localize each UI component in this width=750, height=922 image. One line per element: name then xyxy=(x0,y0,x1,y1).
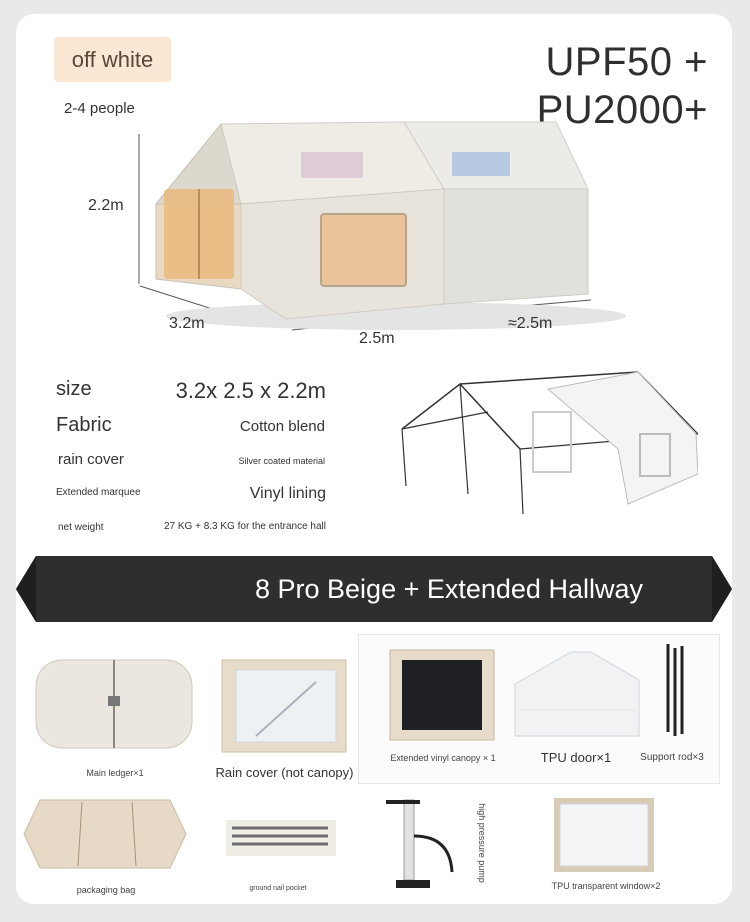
length-label: 2.5m xyxy=(359,330,395,347)
caption-vinyl-canopy: Extended vinyl canopy × 1 xyxy=(390,753,496,763)
caption-support-rod: Support rod×3 xyxy=(640,752,704,763)
tpu-window-image xyxy=(550,794,660,876)
caption-tpu-window: TPU transparent window×2 xyxy=(551,881,661,891)
pump-image xyxy=(380,796,460,892)
hallway-length-label: ≈2.5m xyxy=(508,315,553,332)
support-rod-image xyxy=(662,642,692,738)
product-card xyxy=(16,14,732,904)
vinyl-canopy-image xyxy=(388,648,496,742)
spec-label-size: size xyxy=(56,378,92,400)
color-tag: off white xyxy=(54,37,171,82)
frame-diagram-illustration xyxy=(398,354,698,514)
caption-rain-cover: Rain cover (not canopy) xyxy=(215,765,354,780)
caption-packaging-bag: packaging bag xyxy=(76,885,136,895)
spec-value-net-weight: 27 KG + 8.3 KG for the entrance hall xyxy=(163,521,326,532)
capacity-label: 2-4 people xyxy=(64,100,135,117)
spec-label-rain-cover: rain cover xyxy=(58,451,124,468)
spec-label-fabric: Fabric xyxy=(56,414,112,436)
spec-label-extended-marquee: Extended marquee xyxy=(56,487,141,498)
tpu-door-image xyxy=(511,650,641,738)
spec-value-rain-cover: Silver coated material xyxy=(238,456,325,466)
rating-line-2: PU2000+ xyxy=(536,88,708,132)
caption-pump: high pressure pump xyxy=(477,803,487,883)
packaging-bag-image xyxy=(20,794,190,874)
main-tent-bag-image xyxy=(34,656,196,756)
height-label: 2.2m xyxy=(88,197,124,214)
ground-nail-pocket-image xyxy=(218,806,348,866)
caption-tpu-door: TPU door×1 xyxy=(540,750,612,765)
depth-label: 3.2m xyxy=(169,315,205,332)
spec-label-net-weight: net weight xyxy=(58,522,104,533)
caption-main-ledger: Main ledger×1 xyxy=(86,768,144,778)
banner-title: 8 Pro Beige + Extended Hallway xyxy=(255,574,643,604)
rating-line-1: UPF50 + xyxy=(545,40,708,84)
spec-value-size: 3.2x 2.5 x 2.2m xyxy=(175,378,326,403)
rain-cover-image xyxy=(216,656,351,756)
spec-value-extended-marquee: Vinyl lining xyxy=(249,485,326,502)
tent-illustration xyxy=(16,94,732,354)
caption-ground-nail-pocket: ground nail pocket xyxy=(249,885,307,892)
spec-value-fabric: Cotton blend xyxy=(239,418,325,435)
